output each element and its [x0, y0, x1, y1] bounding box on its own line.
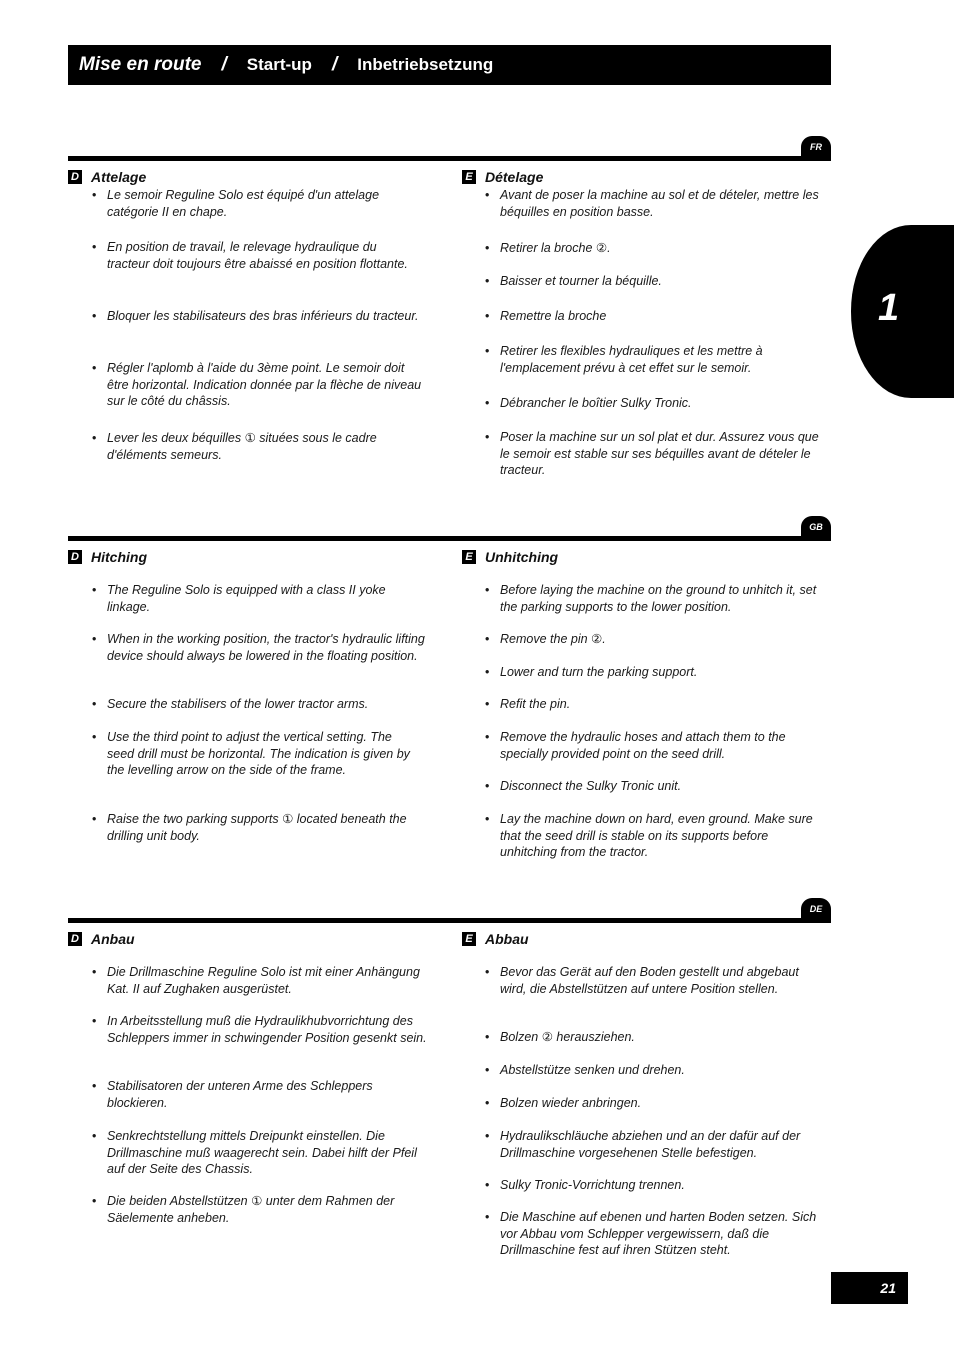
header-title-gb: Start-up: [246, 55, 312, 74]
page-header: [68, 45, 831, 85]
header-separator: /: [331, 54, 338, 75]
list-item: • Disconnect the Sulky Tronic unit.: [485, 778, 825, 795]
unhitch-letter-icon: E: [462, 932, 476, 946]
list-item: • Bolzen ② herausziehen.: [485, 1029, 820, 1046]
list-item: • Die beiden Abstellstützen ① unter dem Rahmen der Säelemente anheben.: [92, 1193, 432, 1226]
list-item: • Lay the machine down on hard, even ground. Make sure that the seed drill is stable on its supports before unhitching from the tractor.: [485, 811, 825, 861]
chapter-number: 1: [878, 287, 900, 329]
list-item: • Lever les deux béquilles ① situées sous le cadre d'éléments semeurs.: [92, 430, 422, 463]
list-item: • Sulky Tronic-Vorrichtung trennen.: [485, 1177, 820, 1194]
list-item: • Die Drillmaschine Reguline Solo ist mit einer Anhängung Kat. II auf Zughaken ausgerüstet.: [92, 964, 427, 997]
section-title: Anbau: [91, 931, 135, 947]
list-item: • Remove the pin ②.: [485, 631, 825, 648]
lang-badge-de: DE: [801, 898, 831, 920]
list-item: • Le semoir Reguline Solo est équipé d'un attelage catégorie II en chape.: [92, 187, 422, 220]
list-item: • Poser la machine sur un sol plat et dur. Assurez vous que le semoir est stable sur ses béquilles avant de dételer le tracteur.: [485, 429, 820, 479]
hitch-letter-icon: D: [68, 932, 82, 946]
list-item: • In Arbeitsstellung muß die Hydraulikhubvorrichtung des Schleppers immer in schwingender Position gesenkt sein.: [92, 1013, 427, 1046]
section-title: Hitching: [91, 549, 147, 565]
header-title-de: Inbetriebsetzung: [357, 55, 494, 74]
section-title: Abbau: [485, 931, 529, 947]
header-title-fr: Mise en route: [79, 54, 202, 75]
list-item: • Senkrechtstellung mittels Dreipunkt einstellen. Die Drillmaschine muß waagerecht sein. Dabei hilft der Pfeil auf der Seite des Chassis.: [92, 1128, 427, 1178]
list-item: • Remove the hydraulic hoses and attach them to the specially provided point on the seed drill.: [485, 729, 825, 762]
chapter-tab: [851, 225, 954, 398]
header-separator: /: [221, 54, 227, 75]
list-item: • Raise the two parking supports ① located beneath the drilling unit body.: [92, 811, 427, 844]
list-item: • Abstellstütze senken und drehen.: [485, 1062, 820, 1079]
section-heading: [462, 931, 529, 947]
list-item: • Bevor das Gerät auf den Boden gestellt und abgebaut wird, die Abstellstützen auf untere Position stellen.: [485, 964, 800, 997]
section-title: Unhitching: [485, 549, 559, 565]
list-item: • The Reguline Solo is equipped with a class II yoke linkage.: [92, 582, 427, 615]
list-item: • Secure the stabilisers of the lower tractor arms.: [92, 696, 427, 713]
section-heading: [462, 169, 543, 185]
section-heading: [462, 549, 558, 565]
list-item: • Use the third point to adjust the vertical setting. The seed drill must be horizontal. The indication is given by the levelling arrow on the side of the frame.: [92, 729, 417, 779]
list-item: • Die Maschine auf ebenen und harten Boden setzen. Sich vor Abbau vom Schlepper vergewissern, daß die Drillmaschine fest auf ihren Stützen steht.: [485, 1209, 820, 1259]
lang-badge-fr: FR: [801, 136, 831, 158]
section-heading: [68, 931, 135, 947]
list-item: • Avant de poser la machine au sol et de dételer, mettre les béquilles en position basse.: [485, 187, 820, 220]
section-title: Dételage: [485, 169, 544, 185]
list-item: • Refit the pin.: [485, 696, 825, 713]
page-number: 21: [831, 1272, 908, 1304]
list-item: • Bolzen wieder anbringen.: [485, 1095, 820, 1112]
hitch-letter-icon: D: [68, 550, 82, 564]
list-item: • Retirer la broche ②.: [485, 240, 820, 257]
list-item: • Lower and turn the parking support.: [485, 664, 825, 681]
list-item: • En position de travail, le relevage hydraulique du tracteur doit toujours être abaissé en position flottante.: [92, 239, 422, 272]
list-item: • Baisser et tourner la béquille.: [485, 273, 820, 290]
lang-badge-gb: GB: [801, 516, 831, 538]
list-item: • When in the working position, the tractor's hydraulic lifting device should always be lowered in the floating position.: [92, 631, 427, 664]
section-heading: [68, 169, 146, 185]
hitch-letter-icon: D: [68, 170, 82, 184]
unhitch-letter-icon: E: [462, 170, 476, 184]
list-item: • Régler l'aplomb à l'aide du 3ème point. Le semoir doit être horizontal. Indication donnée par la flèche de niveau sur le côté du châssis.: [92, 360, 422, 410]
list-item: • Bloquer les stabilisateurs des bras inférieurs du tracteur.: [92, 308, 422, 325]
list-item: • Remettre la broche: [485, 308, 820, 325]
section-heading: [68, 549, 147, 565]
list-item: • Stabilisatoren der unteren Arme des Schleppers blockieren.: [92, 1078, 427, 1111]
section-title: Attelage: [91, 169, 147, 185]
list-item: • Retirer les flexibles hydrauliques et les mettre à l'emplacement prévu à cet effet sur le semoir.: [485, 343, 820, 376]
section-rule: [68, 156, 831, 161]
section-rule: [68, 536, 831, 541]
list-item: • Hydraulikschläuche abziehen und an der dafür auf der Drillmaschine vorgesehenen Stelle befestigen.: [485, 1128, 820, 1161]
section-rule: [68, 918, 831, 923]
unhitch-letter-icon: E: [462, 550, 476, 564]
list-item: • Before laying the machine on the ground to unhitch it, set the parking supports to the lower position.: [485, 582, 825, 615]
list-item: • Débrancher le boîtier Sulky Tronic.: [485, 395, 820, 412]
